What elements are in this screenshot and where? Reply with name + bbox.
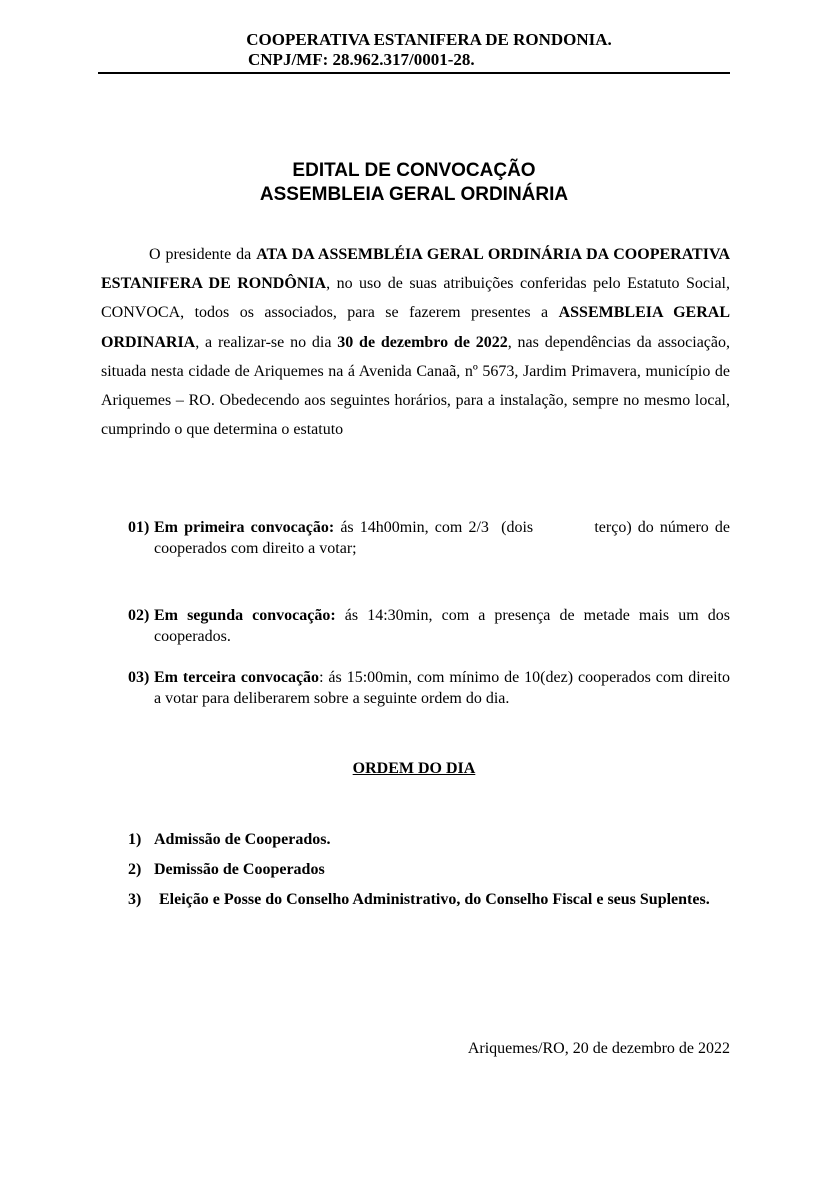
place-and-date: Ariquemes/RO, 20 de dezembro de 2022 (467, 1040, 730, 1057)
convocation-label: Em segunda convocação: (154, 607, 336, 624)
convocation-number: 02) (128, 607, 150, 624)
convocation-item (128, 668, 730, 709)
convocation-text: : ás 15:00min, com mínimo de 10(dez) cooperados com direito a votar para deliberarem sobre a seguinte ordem do dia. (154, 669, 730, 707)
body-bold-3: 30 de dezembro de 2022 (337, 333, 508, 351)
body-bold-1: ATA DA ASSEMBLÉIA GERAL ORDINÁRIA DA COOPERATIVA ESTANIFERA DE RONDÔNIA (101, 246, 730, 293)
agenda-item (128, 885, 730, 915)
body-text-1: O presidente da (149, 246, 257, 263)
agenda-item-number: 1) (128, 831, 142, 848)
agenda-item-text: Eleição e Posse do Conselho Administrativo, do Conselho Fiscal e seus Suplentes. (159, 891, 710, 908)
letterhead (98, 30, 730, 70)
convocation-item (128, 606, 730, 647)
agenda-item-text: Admissão de Cooperados. (154, 831, 331, 848)
company-name: COOPERATIVA ESTANIFERA DE RONDONIA. (246, 30, 612, 49)
document-title (98, 159, 730, 207)
title-line-2: ASSEMBLEIA GERAL ORDINÁRIA (259, 184, 569, 205)
header-divider (98, 72, 730, 74)
agenda-heading: ORDEM DO DIA (352, 760, 476, 777)
agenda-item (128, 825, 730, 855)
convocation-number: 03) (128, 669, 150, 686)
convocation-text: ás 14h00min, com 2/3 (dois terço) do número de cooperados com direito a votar; (154, 519, 734, 557)
agenda-list (128, 825, 730, 915)
convocation-number: 01) (128, 519, 150, 536)
convocation-item (128, 518, 734, 559)
title-line-1: EDITAL DE CONVOCAÇÃO (292, 160, 536, 181)
convocation-paragraph (101, 240, 730, 444)
body-bold-2: ASSEMBLEIA GERAL ORDINARIA (101, 304, 730, 351)
company-cnpj: CNPJ/MF: 28.962.317/0001-28. (248, 50, 475, 69)
convocation-label: Em terceira convocação (154, 669, 320, 686)
body-text-3: , a realizar-se no dia (195, 333, 338, 351)
agenda-item-number: 2) (128, 861, 142, 878)
agenda-item-number: 3) (128, 891, 142, 908)
agenda-item (128, 855, 730, 885)
body-text-4: , nas dependências da associação, situada nesta cidade de Ariquemes na á Avenida Canaã, nº 5673, Jardim Primavera, município de Ariquemes – RO. Obedecendo aos seguintes horários, para a instalação, sempre no mesmo local, cumprindo o que determina o estatuto (101, 333, 730, 439)
agenda-item-text: Demissão de Cooperados (154, 861, 325, 878)
body-text-2: , no uso de suas atribuições conferidas pelo Estatuto Social, CONVOCA, todos os associados, para se fazerem presentes a (101, 275, 731, 322)
convocation-label: Em primeira convocação: (154, 519, 335, 536)
convocation-text: ás 14:30min, com a presença de metade mais um dos cooperados. (154, 607, 730, 645)
